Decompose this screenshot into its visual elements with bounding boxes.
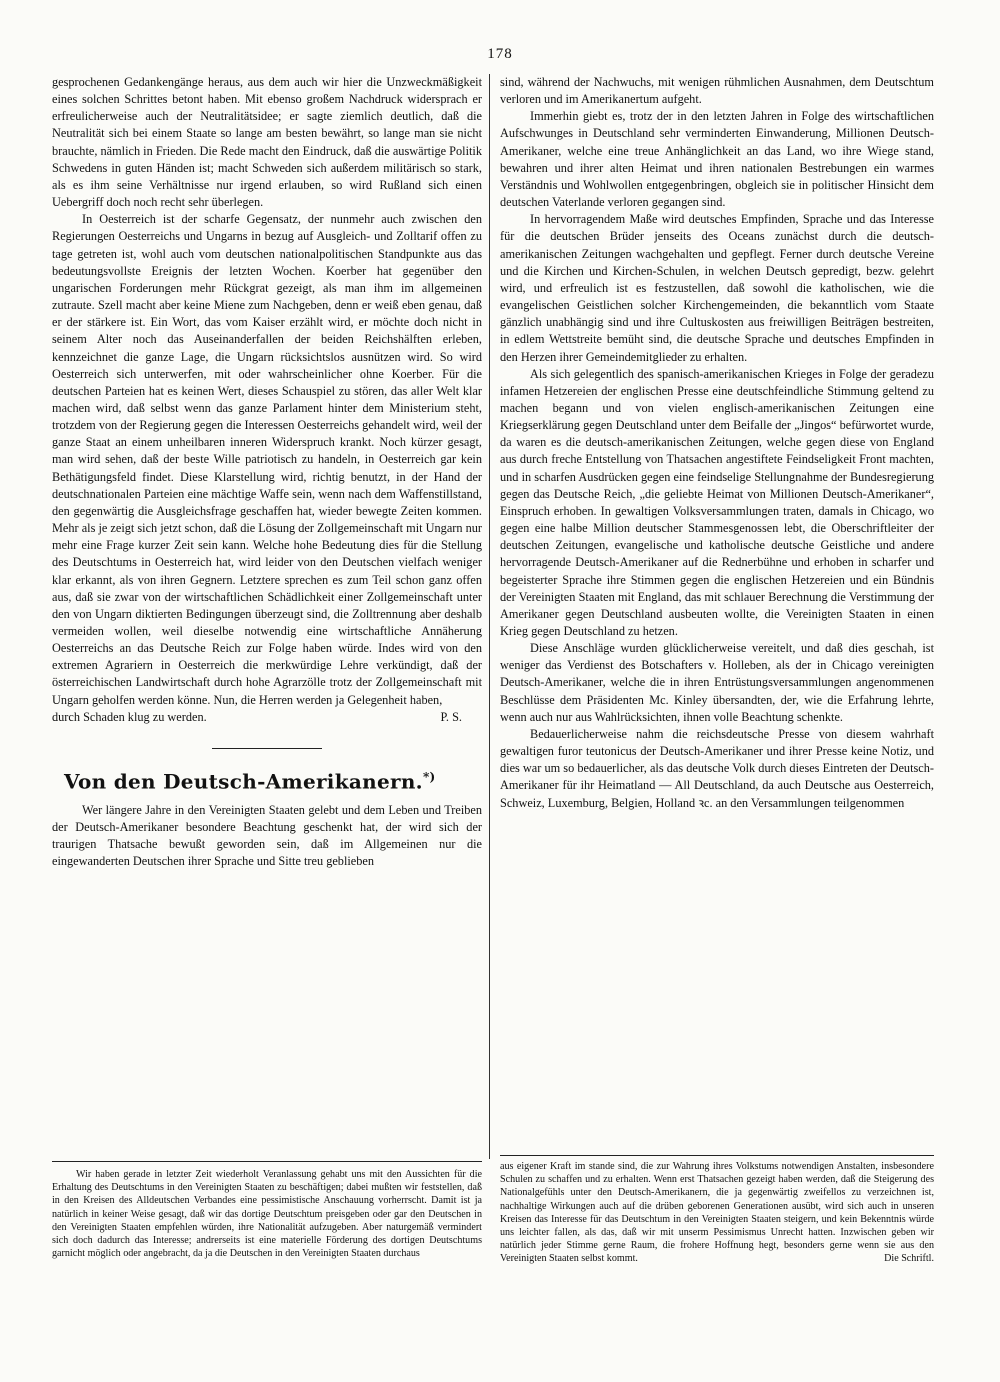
paragraph: Als sich gelegentlich des spanisch-amerikanischen Krieges in Folge der geradezu infamen Hetzereien der englischen Presse eine deutschfeindliche Stimmung geltend zu machen begann und von vielen englisch-amerikanischen Zeitungen eine Kriegserklärung gegen Deutschland unter dem Beifalle der „Jingos“ befürwortet wurde, da waren es die deutsch-amerikanischen Zeitungen, welche gegen diese von England aus durch freche Entstellung von Thatsachen angestiftete Feindseligkeit Front machten, und in scharfen Ausdrücken gegen eine feindselige Stellungnahme der Bundesregierung gegen das Deutsche Reich, „die geliebte Heimat von Millionen Deutsch-Amerikaner“, Einspruch erhoben. In gewaltigen Volksversammlungen traten, damals in Chicago, wo gegen eine halbe Million deutscher Stammesgenossen lebt, die Oberschriftleiter der deutschen Zeitungen, evangelische und katholische deutsche Geistliche und andere hervorragende Deutsch-Amerikaner auf die Rednerbühne und erhoben in scharfer und begeisterter Sprache ihre Stimmen gegen die englischen Hetzereien und ein Bündnis der Vereinigten Staaten mit England, das mit schlauer Berechnung die Verstimmung der Amerikaner gegen Deutschland ausbeuten wollte, die Vereinigten Staaten in einen Krieg gegen Deutschland zu hetzen. — [500, 366, 934, 638]
footnote-right — [500, 1160, 934, 1266]
paragraph: gesprochenen Gedankengänge heraus, aus dem auch wir hier die Unzweckmäßigkeit eines solchen Schrittes betont haben. Mit ebenso großem Nachdruck widersprach er erfreulicherweise auch der Neutralitätsidee; er sagte ziemlich deutlich, daß die Neutralität sich bei einem Staate so lange am besten bewährt, so lange man sie nicht brauchte, nämlich in Frieden. Die Rede macht den Eindruck, daß die auswärtige Politik Schwedens in guten Händen ist; macht Schweden sich außerdem militärisch so stark, als es ihm seine Verhältnisse nur irgend erlauben, so wird Rußland sich einen Uebergriff doch noch recht sehr überlegen. — [52, 75, 482, 210]
article-heading — [64, 765, 482, 794]
column-divider — [489, 74, 490, 1159]
paragraph: sind, während der Nachwuchs, mit wenigen rühmlichen Ausnahmen, dem Deutschtum verloren und im Amerikanertum aufgeht. — [500, 75, 934, 107]
author-signature: P. S. — [440, 709, 462, 724]
footnote-text: aus eigener Kraft im stande sind, die zur Wahrung ihres Volkstums notwendigen Anstalten, insbesondere Schulen zu schaffen und zu erhalten. Wenn erst Thatsachen gezeigt haben werden, daß die Steigerung des Nationalgefühls unter den Deutsch-Amerikanern, die ja gegenwärtig zweifellos zu verzeichnen ist, nachhaltige Wirkungen auch auf die drüben geborenen Generationen ausübt, wird sich auch in unseren Kreisen das Interesse für das Deutschtum in den Vereinigten Staaten steigern, und kein Bekenntnis würde uns leichter fallen, als das, daß wir mit unserm Pessimismus Unrecht hatten. Inzwischen geben wir natürlich jeder Stimme gerne Raum, die frohere Hoffnung hegt, besonders gerne wenn sie aus den Vereinigten Staaten selbst kommt. — [500, 1161, 934, 1265]
footnote-rule — [500, 1155, 934, 1156]
footnote-rule — [52, 1161, 482, 1162]
footnote-text: Wir haben gerade in letzter Zeit wiederholt Veranlassung gehabt uns mit den Aussichten für die Erhaltung des Deutschtums in den Vereinigten Staaten zu beschäftigen; dabei mußten wir feststellen, daß in den Kreisen des Alldeutschen Verbandes eine pessimistische Anschauung vorherrscht. Damit ist ja natürlich in keiner Weise gesagt, daß wir das dortige Deutschtum preisgeben oder gar den Deutschen in den Vereinigten Staaten empfehlen würden, ihre Nationalität aufzugeben. Aber naturgemäß vermindert sich doch dadurch das Interesse; andrerseits ist eine materielle Förderung des dortigen Deutschtums garnicht möglich oder angebracht, da ja die Deutschen in den Vereinigten Staaten durchaus — [52, 1169, 482, 1260]
closing-line — [52, 709, 482, 726]
footnote-mark: *) — [422, 769, 436, 784]
left-column — [52, 74, 482, 870]
paragraph: In hervorragendem Maße wird deutsches Empfinden, Sprache und das Interesse für die deutschen Brüder jenseits des Oceans zunächst durch die deutsch-amerikanischen Zeitungen wachgehalten und gepflegt. Ferner durch deutsche Vereine und die Kirchen und Kirchen-Schulen, in welchen Deutsch gepredigt, bezw. gelehrt wird, und erfreulich ist es festzustellen, daß sowohl die katholischen, wie die evangelischen Geistlichen solcher Kirchengemeinden, die bekanntlich vom Staate gänzlich unabhängig sind und ihre Cultuskosten aus freiwilligen Beiträgen bestreiten, in edlem Wettstreite bemüht sind, die deutsche Sprache und deutsches Empfinden in den Herzen ihrer Gemeindemitglieder zu erhalten. — [500, 212, 934, 364]
section-divider — [212, 748, 322, 749]
paragraph: Wer längere Jahre in den Vereinigten Staaten gelebt und dem Leben und Treiben der Deutsch-Amerikaner besondere Beachtung geschenkt hat, der wird sich der traurigen Thatsache bewußt geworden sein, daß im Allgemeinen nur die eingewanderten Deutschen ihrer Sprache und Sitte treu geblieben — [52, 802, 482, 869]
paragraph: Immerhin giebt es, trotz der in den letzten Jahren in Folge des wirtschaftlichen Aufschwunges in Deutschland sehr verminderten Einwanderung, Millionen Deutsch-Amerikaner, welche eine treue Anhänglichkeit an das Land, wo ihre Wiege stand, bewahren und ihrer alten Heimat und ihren nationalen Bestrebungen ein warmes Verständnis und Wohlwollen entgegenbringen, obgleich sie in politischer Hinsicht dem deutschen Vaterlande verloren gegangen sind. — [500, 109, 934, 210]
right-column — [500, 74, 934, 812]
paragraph: Diese Anschläge wurden glücklicherweise vereitelt, und daß dies geschah, ist weniger das Verdienst des Botschafters v. Holleben, als der in Chicago vereinigten Deutsch-Amerikaner, welche die in ihren Entrüstungsversammlungen angenommenen Beschlüsse dem Präsidenten Mc. Kinley übersandten, der, wie die Erfahrung lehrte, wenn auch nur aus Wahlrücksichten, ihnen volle Beachtung schenkte. — [500, 641, 934, 724]
paragraph: In Oesterreich ist der scharfe Gegensatz, der nunmehr auch zwischen den Regierungen Oesterreichs und Ungarns in bezug auf Ausgleich- und Zolltarif offen zu tage getreten ist, wohl auch vom deutschen nationalpolitischen Standpunkte aus das bedeutungsvollste Ereignis der letzten Wochen. Koerber hat gegenüber den ungarischen Forderungen mehr Rückgrat gezeigt, als man ihm im allgemeinen zutraute. Szell macht aber keine Miene zum Nachgeben, denn er weiß eben genau, daß er der stärkere ist. Ein Wort, das vom Kaiser erzählt wird, er möchte doch nicht in seinem Alter noch das Auseinanderfallen der beiden Reichshälften erleben, kennzeichnet die ganze Lage, die Ungarn rücksichtslos ausnützen wird. So wird Oesterreich sich unterwerfen, mit oder wahrscheinlicher ohne Koerber. Für die deutschen Parteien hat es keinen Wert, dieses Schauspiel zu stören, das aller Welt klar machen wird, daß selbst wenn das ganze Parlament hinter dem Ministerium steht, trotzdem von der Regierung gegen die Interessen Oesterreichs gehandelt wird, weil der ganze Staat an einem unheilbaren inneren Widerspruch krankt. Noch kürzer gesagt, man wird sehen, daß der beste Wille patriotisch zu handeln, in Oesterreich gar kein Bethätigungsfeld findet. Diese Klarstellung wird, richtig benutzt, in der Hand der deutschnationalen Parteien eine mächtige Waffe sein, wenn nach dem Waffenstillstand, den gegenwärtig die Ausgleichsfrage geschaffen hat, wieder bewegte Zeiten kommen. Mehr als je zeigt sich jetzt schon, daß die Lösung der Zollgemeinschaft mit Ungarn nur mehr eine Frage kurzer Zeit sein kann. Welche hohe Bedeutung dies für die Stellung des Deutschtums in Oesterreich hat, wird leider von den Deutschen vielfach weniger klar erkannt, als von ihren Gegnern. Letztere sprechen es zum Teil schon ganz offen aus, daß sie zwar von der wirtschaftlichen Schädlichkeit einer Zollgemeinschaft unter den von Ungarn diktierten Bedingungen überzeugt sind, die Zolltrennung aber deshalb vermeiden wollen, weil dieselbe notwendig eine wirtschaftliche Annäherung Oesterreichs an das Deutsche Reich zur Folge haben würde. Indes wird von den extremen Agrariern in Oesterreich die merkwürdige Lehre verkündigt, daß der österreichischen Landwirtschaft durch hohe Agrarzölle trotz der Zollgemeinschaft mit Ungarn geholfen werden könne. Nun, die Herren werden ja Gelegenheit haben, — [52, 212, 482, 707]
paragraph: Bedauerlicherweise nahm die reichsdeutsche Presse von diesem wahrhaft gewaltigen furor teutonicus der Deutsch-Amerikaner und ihrer Presse keine Notiz, und dies war um so bedauerlicher, als das deutsche Volk durch dieses Eintreten der Deutsch-Amerikaner für ihr Heimatland — All Deutschland, da auch Deutsche aus Oesterreich, Schweiz, Luxemburg, Belgien, Holland ꝛc. an den Versammlungen teilgenommen — [500, 726, 934, 810]
page-number: 178 — [487, 46, 513, 62]
footnote-left — [52, 1168, 482, 1260]
closing-text: durch Schaden klug zu werden. — [52, 709, 207, 724]
footnote-signature: Die Schriftl. — [884, 1253, 934, 1265]
article-heading-text: Von den Deutsch-Amerikanern. — [64, 769, 423, 794]
